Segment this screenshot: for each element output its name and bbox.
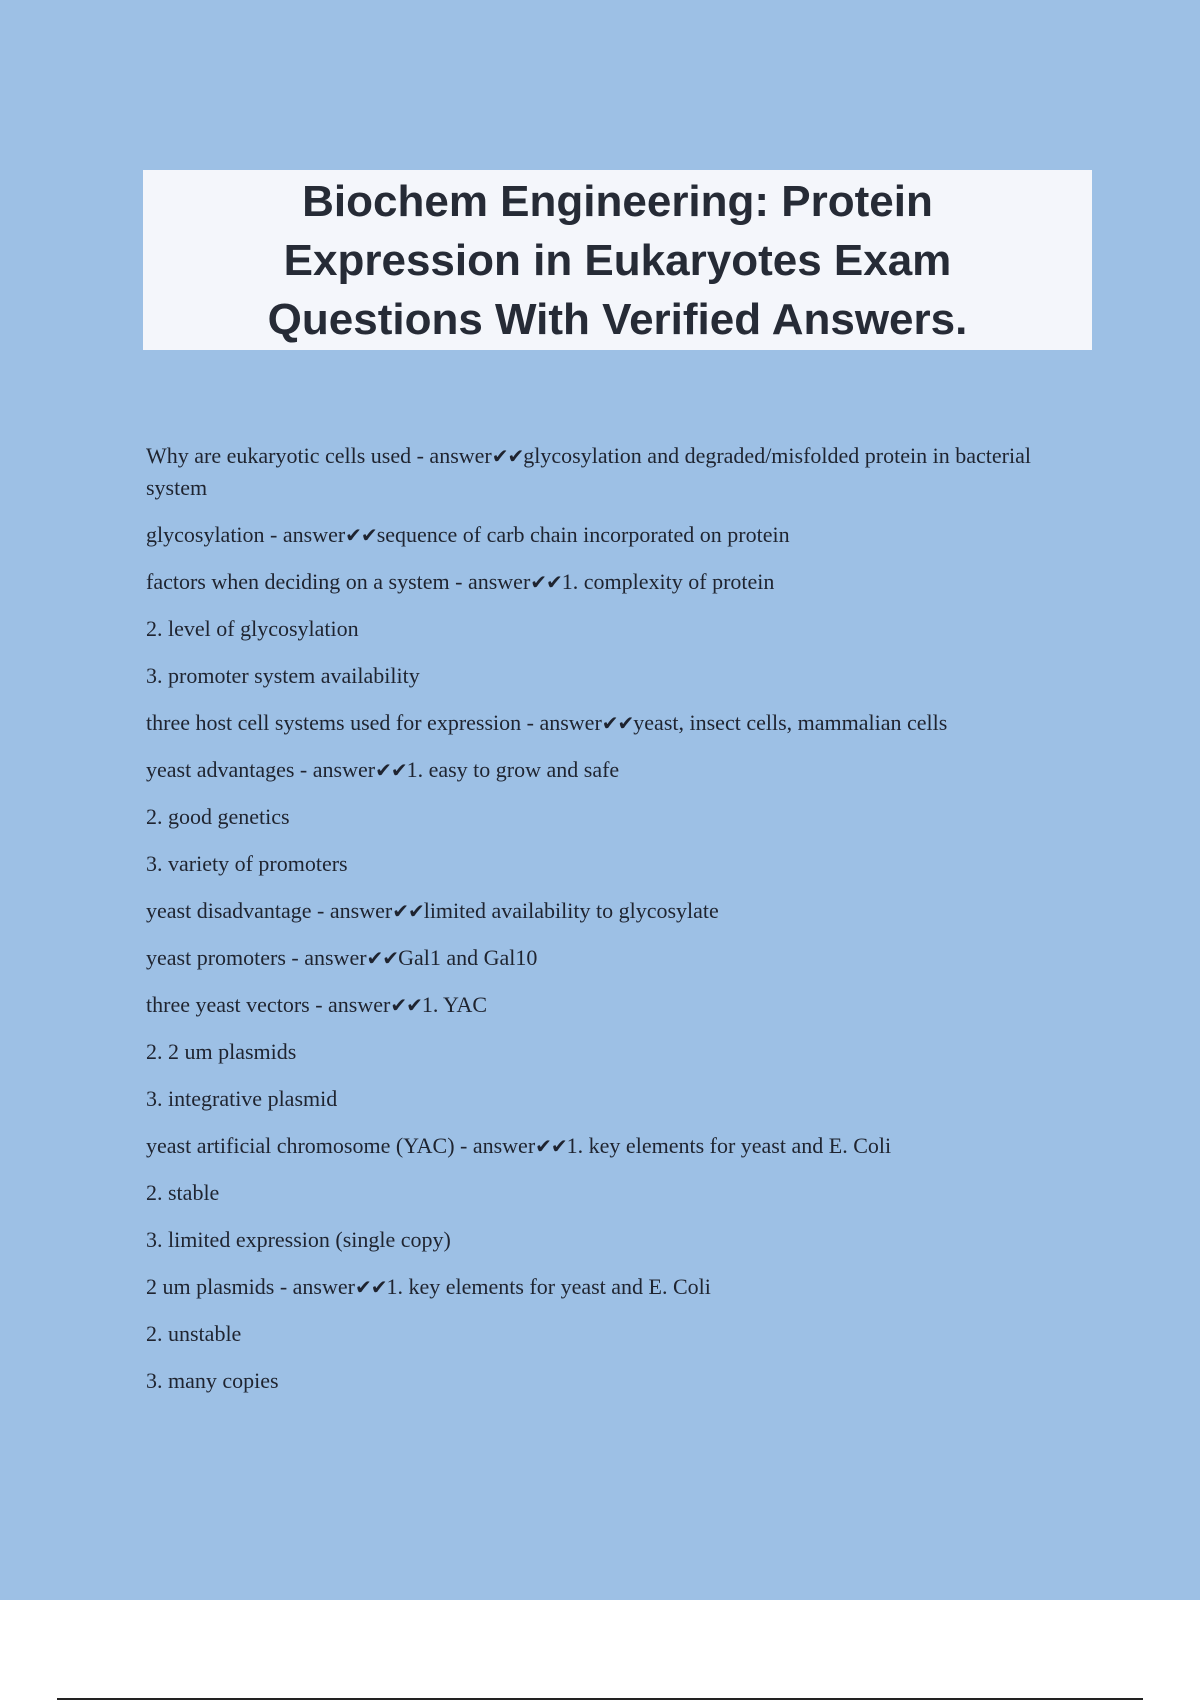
answer-text: 2. unstable [146,1321,242,1346]
answer-text: 2. stable [146,1180,220,1205]
answer-text: 1. easy to grow and safe [406,757,620,782]
answer-text: sequence of carb chain incorporated on protein [376,522,790,547]
double-check-icon: ✔✔ [375,758,407,782]
qa-entry [146,440,1066,504]
answer-text: yeast, insect cells, mammalian cells [633,710,948,735]
answer-continuation [146,613,1066,645]
answer-text: glycosylation and degraded/misfolded protein in bacterial system [146,443,1031,500]
title-box [143,170,1092,350]
question-text: three yeast vectors - answer [146,992,391,1017]
answer-continuation [146,1224,1066,1256]
question-text: yeast disadvantage - answer [146,898,393,923]
question-text: yeast advantages - answer [146,757,376,782]
question-text: yeast promoters - answer [146,945,367,970]
answer-text: 1. complexity of protein [561,569,775,594]
double-check-icon: ✔✔ [491,444,524,468]
qa-entry [146,566,1066,598]
question-text: yeast artificial chromosome (YAC) - answer [146,1133,536,1158]
question-text: Why are eukaryotic cells used - answer [146,443,492,468]
qa-entry [146,707,1066,739]
answer-continuation [146,848,1066,880]
answer-continuation [146,1177,1066,1209]
document-title: Biochem Engineering: Protein Expression in Eukaryotes Exam Questions With Verified Answers. [267,176,968,344]
qa-entry [146,942,1066,974]
double-check-icon: ✔✔ [530,570,562,594]
question-text: glycosylation - answer [146,522,346,547]
qa-list [146,440,1066,1412]
qa-entry [146,989,1066,1021]
double-check-icon: ✔✔ [535,1134,567,1158]
double-check-icon: ✔✔ [366,946,399,970]
answer-continuation [146,1036,1066,1068]
answer-text: 3. promoter system availability [146,663,420,688]
double-check-icon: ✔✔ [345,523,377,547]
qa-entry [146,1271,1066,1303]
answer-text: 2. level of glycosylation [146,616,359,641]
answer-text: Gal1 and Gal10 [398,945,538,970]
double-check-icon: ✔✔ [354,1275,387,1299]
answer-continuation [146,1365,1066,1397]
question-text: factors when deciding on a system - answer [146,569,531,594]
double-check-icon: ✔✔ [601,711,634,735]
answer-text: 3. integrative plasmid [146,1086,338,1111]
double-check-icon: ✔✔ [390,993,422,1017]
answer-text: 3. limited expression (single copy) [146,1227,451,1252]
answer-text: limited availability to glycosylate [423,898,719,923]
qa-entry [146,1130,1066,1162]
answer-text: 3. many copies [146,1368,279,1393]
qa-entry [146,519,1066,551]
answer-text: 1. YAC [421,992,488,1017]
answer-text: 1. key elements for yeast and E. Coli [566,1133,892,1158]
qa-entry [146,895,1066,927]
answer-text: 2. good genetics [146,804,290,829]
question-text: three host cell systems used for expression - answer [146,710,602,735]
answer-text: 3. variety of promoters [146,851,348,876]
answer-continuation [146,1318,1066,1350]
answer-text: 2. 2 um plasmids [146,1039,297,1064]
answer-continuation [146,1083,1066,1115]
answer-continuation [146,801,1066,833]
answer-text: 1. key elements for yeast and E. Coli [386,1274,711,1299]
qa-entry [146,754,1066,786]
double-check-icon: ✔✔ [392,899,424,923]
answer-continuation [146,660,1066,692]
question-text: 2 um plasmids - answer [146,1274,355,1299]
